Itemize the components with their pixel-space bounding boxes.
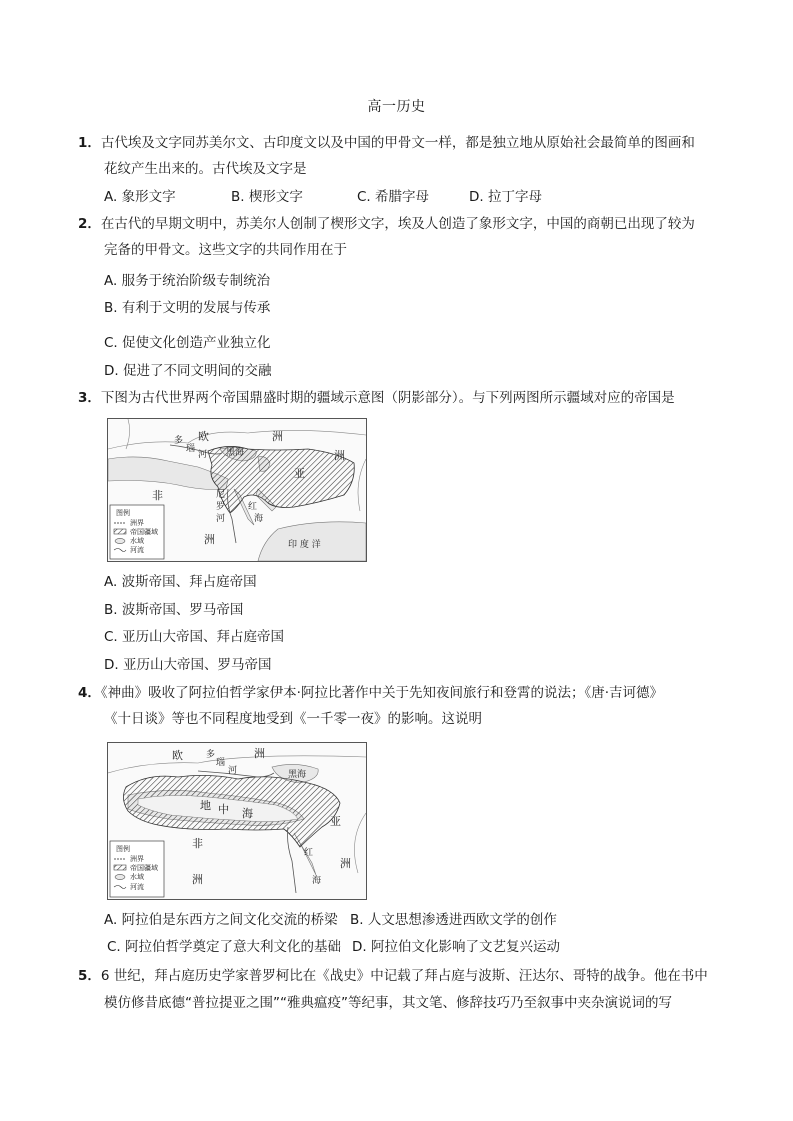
question-2-option-a: A. 服务于统治阶级专制统治 [104,273,271,289]
question-1-option-a: A. 象形文字 [104,189,176,205]
map-2-label: 亚 [330,815,341,828]
question-2-number: 2． [78,216,101,232]
question-5 [78,967,708,985]
question-3-option-a: A. 波斯帝国、拜占庭帝国 [104,574,257,590]
map-1-svg [108,419,366,561]
question-4-text-line1: 《神曲》吸收了阿拉伯哲学家伊本·阿拉比著作中关于先知夜间旅行和登霄的说法；《唐·吉诃德》 [100,685,663,701]
question-5-number: 5． [78,968,101,984]
map-1-label: 欧 [198,430,209,443]
map-2-label: 非 [192,837,203,850]
map-1-label: 河 [216,514,226,524]
question-5-text-line2: 模仿修昔底德“普拉提亚之围”“雅典瘟疫”等纪事，其文笔、修辞技巧乃至叙事中夹杂演说词的写 [104,995,672,1011]
map-2-label: 中 [218,803,229,816]
map-figure-2 [107,742,367,900]
map-1-label: 瑙 [186,444,196,454]
map-1-legend-item: 帝国疆域 [130,528,158,536]
map-2-svg [108,743,366,899]
map-2-legend-item: 洲界 [130,855,144,863]
map-1-label: 亚 [294,467,305,480]
map-2-label: 洲 [254,747,265,760]
map-figure-1 [107,418,367,562]
question-4-option-d: D. 阿拉伯文化影响了文艺复兴运动 [352,939,560,955]
map-1-legend-item: 河流 [130,546,144,554]
map-2-legend-item: 水域 [130,873,144,881]
question-1-number: 1． [78,135,101,151]
question-1 [78,134,695,152]
map-2-label: 地 [200,799,211,812]
map-1-label: 尼 [216,490,226,500]
question-4-option-a: A. 阿拉伯是东西方之间文化交流的桥梁 [104,912,338,928]
map-2-label: 海 [242,807,253,820]
question-1-option-b: B. 楔形文字 [231,189,303,205]
map-2-label: 欧 [172,749,183,762]
question-2-text-line2: 完备的甲骨文。这些文字的共同作用在于 [104,242,347,258]
map-2-label: 黑海 [288,770,307,780]
question-3-number: 3． [78,390,101,406]
question-2-text-line1: 在古代的早期文明中，苏美尔人创制了楔形文字，埃及人创造了象形文字，中国的商朝已出现了较为 [100,216,695,232]
map-1-label: 非 [152,489,163,502]
map-1-label: 红 [248,502,258,512]
map-2-label: 红 [304,848,314,858]
question-1-text-line1: 古代埃及文字同苏美尔文、古印度文以及中国的甲骨文一样，都是独立地从原始社会最简单的图画和 [100,135,695,151]
map-1-legend-item: 洲界 [130,519,144,527]
coastline-east [354,813,366,873]
map-2-legend-item: 河流 [130,883,144,891]
question-4-option-b: B. 人文思想渗透进西欧文学的创作 [350,912,557,928]
map-1-label: 罗 [216,502,226,512]
question-1-option-d: D. 拉丁字母 [469,189,542,205]
question-4-text-line2: 《十日谈》等也不同程度地受到《一千零一夜》的影响。这说明 [104,711,482,727]
map-1-legend-title: 图例 [116,509,130,517]
map-2-label: 瑙 [216,758,226,768]
question-1-text-line2: 花纹产生出来的。古代埃及文字是 [104,161,307,177]
question-1-option-c: C. 希腊字母 [357,189,430,205]
map-2-label: 洲 [192,873,203,886]
map-1-label: 黑海 [226,448,245,458]
coastline-east [358,459,366,511]
question-2-option-c: C. 促使文化创造产业独立化 [104,335,271,351]
map-2-label: 河 [228,766,238,776]
map-2-label: 多 [206,750,216,760]
question-4-option-c: C. 阿拉伯哲学奠定了意大利文化的基础 [107,939,342,955]
map-1-legend-item: 水域 [130,537,144,545]
question-3-option-b: B. 波斯帝国、罗马帝国 [104,602,244,618]
question-2-option-d: D. 促进了不同文明间的交融 [104,363,272,379]
question-3-option-d: D. 亚历山大帝国、罗马帝国 [104,657,272,673]
question-4 [78,684,663,702]
map-1-label: 多 [174,436,184,446]
question-2-option-b: B. 有利于文明的发展与传承 [104,300,271,316]
question-2 [78,215,695,233]
mediterranean-sea [108,457,228,490]
map-1-label: 河 [198,450,208,460]
map-1-label: 洲 [334,449,345,462]
page-title: 高一历史 [367,99,426,115]
map-1-label: 海 [254,514,264,524]
map-1-label: 洲 [272,430,283,443]
map-1-label: 洲 [204,533,215,546]
map-1-label: 印 度 洋 [288,540,321,550]
question-3-option-c: C. 亚历山大帝国、拜占庭帝国 [104,629,285,645]
map-2-label: 洲 [340,857,351,870]
coastline-north [108,430,366,449]
map-2-label: 海 [312,876,322,886]
map-2-legend-title: 图例 [116,845,130,853]
question-3 [78,389,675,407]
question-4-number: 4． [78,685,101,701]
map-2-legend-item: 帝国疆域 [130,864,158,872]
question-5-text-line1: 6 世纪，拜占庭历史学家普罗柯比在《战史》中记载了拜占庭与波斯、汪达尔、哥特的战争。他在书中 [100,968,708,984]
question-3-text-line1: 下图为古代世界两个帝国鼎盛时期的疆域示意图（阴影部分）。与下列两图所示疆域对应的帝国是 [100,390,675,406]
